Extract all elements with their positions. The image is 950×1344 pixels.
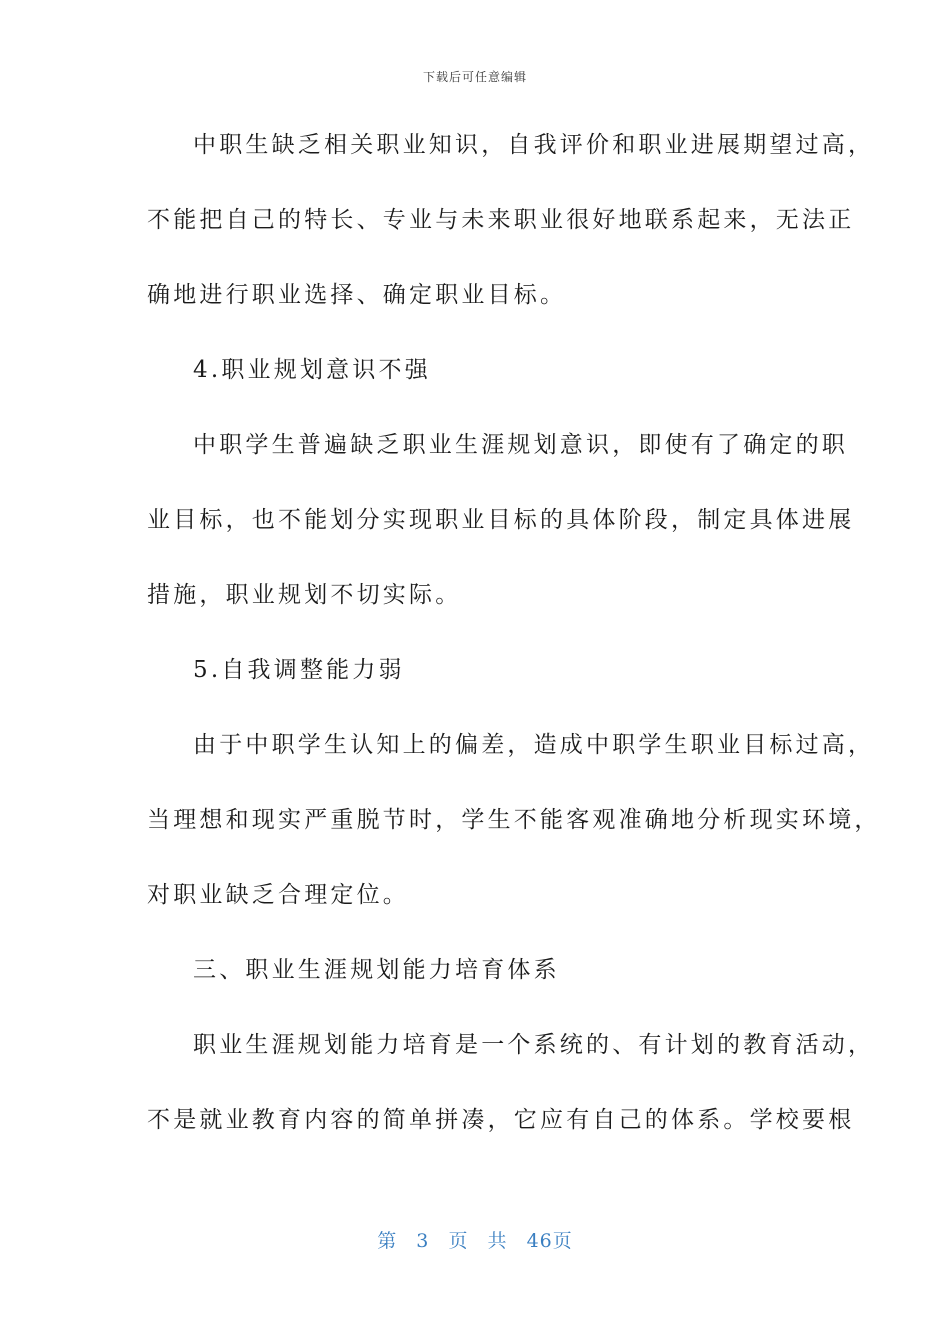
footer-label-di: 第 xyxy=(377,1230,398,1252)
document-body xyxy=(147,126,881,1176)
page-footer xyxy=(0,1226,950,1253)
paragraph-line: 措施，职业规划不切实际。 xyxy=(147,582,462,608)
paragraph-line: 由于中职学生认知上的偏差，造成中职学生职业目标过高， xyxy=(193,732,875,758)
paragraph-line: 业目标，也不能划分实现职业目标的具体阶段，制定具体进展 xyxy=(147,507,855,533)
paragraph-line: 职业生涯规划能力培育是一个系统的、有计划的教育活动， xyxy=(193,1032,875,1058)
paragraph-line: 不能把自己的特长、专业与未来职业很好地联系起来，无法正 xyxy=(147,207,855,233)
total-pages: 46页 xyxy=(526,1230,573,1252)
paragraph-line: 中职学生普遍缺乏职业生涯规划意识，即使有了确定的职 xyxy=(193,432,848,458)
paragraph-line: 确地进行职业选择、确定职业目标。 xyxy=(147,282,567,308)
section-heading: 5.自我调整能力弱 xyxy=(193,657,405,683)
page-header-note: 下载后可任意编辑 xyxy=(422,70,527,84)
paragraph-line: 中职生缺乏相关职业知识，自我评价和职业进展期望过高， xyxy=(193,132,875,158)
footer-label-gong: 共 xyxy=(487,1230,508,1252)
footer-label-ye: 页 xyxy=(448,1230,469,1252)
section-heading: 4.职业规划意识不强 xyxy=(193,357,431,383)
paragraph-line: 不是就业教育内容的简单拼凑，它应有自己的体系。学校要根 xyxy=(147,1107,855,1133)
paragraph-line: 当理想和现实严重脱节时，学生不能客观准确地分析现实环境， xyxy=(147,807,881,833)
section-heading: 三、职业生涯规划能力培育体系 xyxy=(193,957,560,983)
current-page-number: 3 xyxy=(416,1230,430,1252)
paragraph-line: 对职业缺乏合理定位。 xyxy=(147,882,409,908)
